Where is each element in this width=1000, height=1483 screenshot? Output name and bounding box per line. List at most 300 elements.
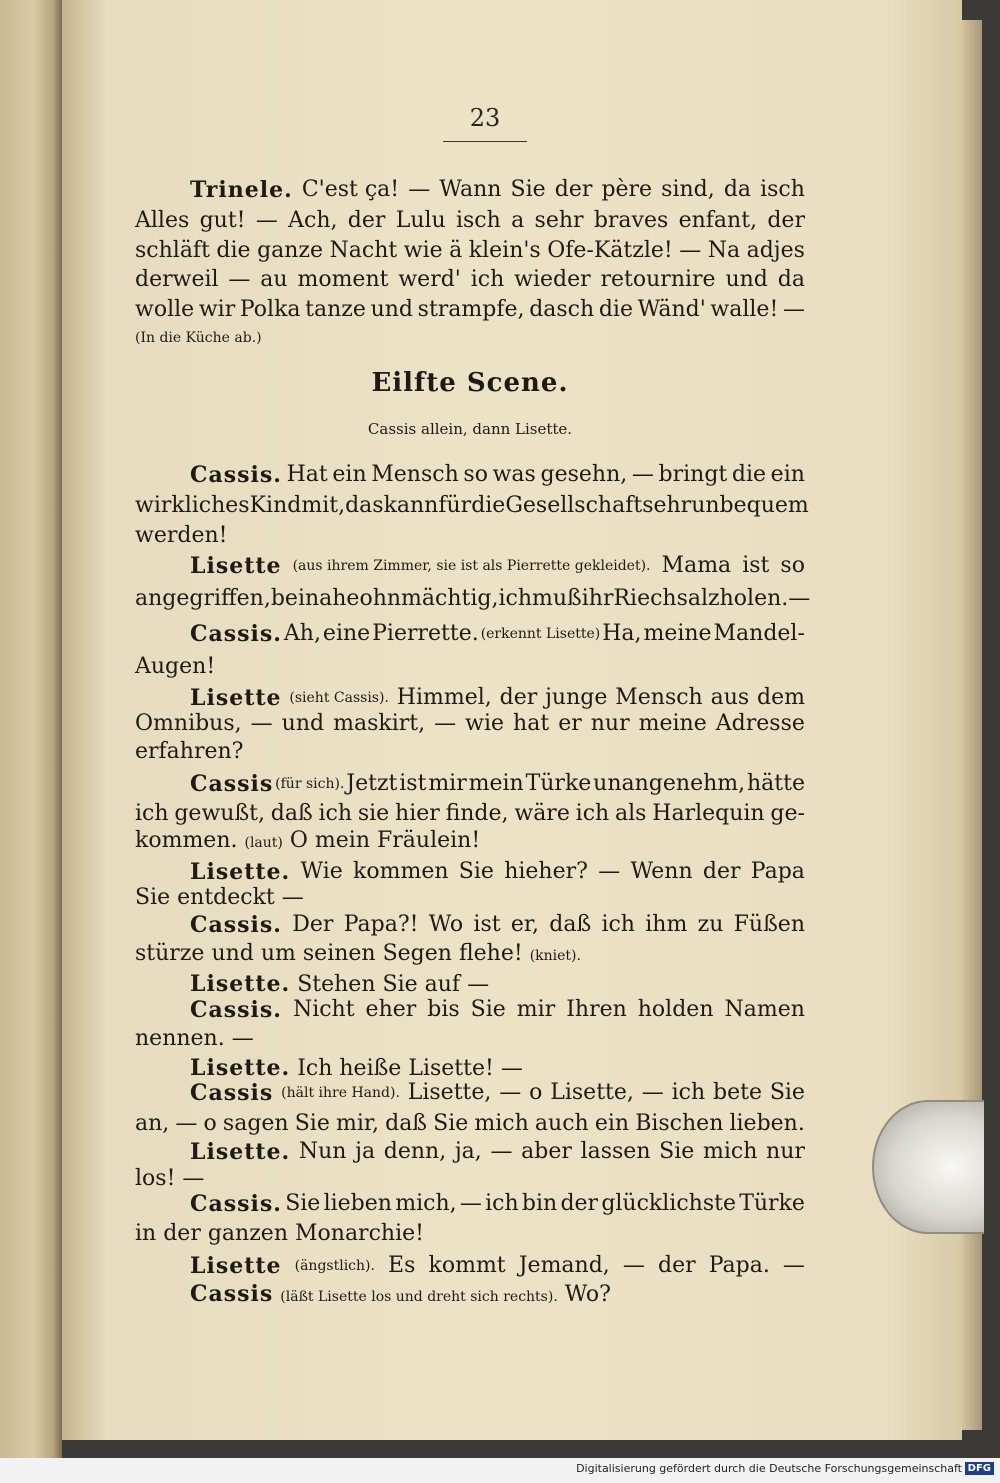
word: sind, xyxy=(661,177,715,202)
word: Türke xyxy=(525,771,592,796)
word: nur xyxy=(590,711,630,736)
speaker-name: Cassis. xyxy=(190,912,282,938)
word: Mama xyxy=(661,553,732,578)
word: dem xyxy=(757,685,805,710)
word: der xyxy=(560,1191,599,1216)
word: unbequem xyxy=(691,493,809,518)
text-line xyxy=(190,970,805,999)
word: retournire xyxy=(600,267,716,292)
text-line xyxy=(135,1025,805,1053)
word: eher xyxy=(365,997,417,1022)
word: strampfe, xyxy=(417,297,525,322)
text-line xyxy=(135,237,805,265)
word: Pierrette. xyxy=(372,621,479,646)
speaker-name: Cassis. xyxy=(190,621,282,647)
word: kommt xyxy=(428,1253,506,1278)
word: Ich xyxy=(297,1056,333,1081)
word: wie xyxy=(465,711,505,736)
word: beinahe xyxy=(270,586,360,611)
word: — xyxy=(408,177,431,202)
word: gut! xyxy=(199,208,246,233)
word: Alles xyxy=(135,208,190,233)
word: — xyxy=(175,1111,198,1136)
word: um xyxy=(260,941,296,966)
speaker-name: Lisette. xyxy=(190,1139,291,1165)
speaker-name: Trinele. xyxy=(190,177,293,203)
word: Jemand, xyxy=(518,1253,610,1278)
word: wieder xyxy=(514,267,591,292)
text-line xyxy=(190,858,805,886)
text-line xyxy=(135,322,805,352)
stage-direction: (ängstlich). xyxy=(294,1258,375,1274)
word: auf xyxy=(424,972,461,997)
text-line xyxy=(135,884,805,912)
text-line xyxy=(190,1280,805,1311)
word: stürze xyxy=(135,941,205,966)
word: ein xyxy=(770,462,805,487)
word: an, xyxy=(135,1111,170,1136)
word: bringt xyxy=(658,462,728,487)
word: klein's xyxy=(468,238,541,263)
text-line xyxy=(190,1252,805,1280)
word: lassen xyxy=(580,1139,651,1164)
word: — xyxy=(622,1253,645,1278)
word: werden! xyxy=(135,523,228,548)
word: ge- xyxy=(770,801,805,826)
word: — xyxy=(467,972,490,997)
word: — xyxy=(182,1166,205,1191)
scene-heading: Eilfte Scene. xyxy=(371,368,569,398)
word: Stehen xyxy=(297,972,376,997)
word: ist xyxy=(742,553,770,578)
word: Papa. xyxy=(708,1253,770,1278)
word: mich xyxy=(702,1139,758,1164)
word: au xyxy=(260,267,288,292)
word: Lisette, xyxy=(407,1080,492,1105)
word: Mensch xyxy=(615,685,703,710)
word: — xyxy=(631,462,654,487)
word: wirkliches xyxy=(135,493,250,518)
word: Türke xyxy=(739,1191,805,1216)
stage-direction: (laut) xyxy=(244,835,283,851)
speaker-name: Lisette. xyxy=(190,1055,291,1081)
word: Wänd' xyxy=(637,297,706,322)
text-line xyxy=(135,1220,805,1248)
word: und xyxy=(725,267,768,292)
stage-direction: (läßt Lisette los und dreht sich rechts). xyxy=(280,1289,558,1305)
word: Der xyxy=(292,912,334,937)
word: Mandel- xyxy=(713,621,805,646)
speaker-name: Cassis. xyxy=(190,1191,282,1217)
word: der xyxy=(499,685,538,710)
word: Sie xyxy=(382,972,418,997)
word: ihm xyxy=(645,912,688,937)
word: — xyxy=(434,711,457,736)
word: mir, xyxy=(335,1111,379,1136)
speaker-name: Cassis xyxy=(190,771,274,797)
word: Augen! xyxy=(135,654,216,679)
word: dasch xyxy=(529,297,595,322)
word: er, xyxy=(510,912,539,937)
word: ich xyxy=(470,267,505,292)
word: Ihren xyxy=(566,997,627,1022)
word: die xyxy=(216,238,251,263)
word: daß xyxy=(385,1111,428,1136)
word: die xyxy=(471,493,506,518)
text-line xyxy=(190,684,805,712)
word: moment xyxy=(297,267,389,292)
previous-page-edge xyxy=(0,0,62,1483)
word: werd' xyxy=(398,267,461,292)
word: Sie xyxy=(135,885,171,910)
word: bis xyxy=(427,997,460,1022)
word: — xyxy=(782,297,805,322)
word: hier xyxy=(395,801,440,826)
word: père xyxy=(601,177,653,202)
word: der xyxy=(554,177,593,202)
word: — xyxy=(231,1026,254,1051)
word: denn, xyxy=(383,1139,447,1164)
text-line xyxy=(135,738,805,766)
word: ohnmächtig, xyxy=(359,586,499,611)
word: zu xyxy=(697,912,724,937)
word: junge xyxy=(545,685,608,710)
word: Sie xyxy=(433,1111,469,1136)
word: mir xyxy=(428,771,467,796)
word: ganze xyxy=(257,238,324,263)
word: das xyxy=(345,493,384,518)
word: Ah, xyxy=(283,621,321,646)
word: ja, xyxy=(454,1139,482,1164)
word: meine xyxy=(643,621,712,646)
word: — xyxy=(679,238,702,263)
word: Wo xyxy=(428,912,464,937)
word: — xyxy=(782,1253,805,1278)
word: ich xyxy=(485,1191,519,1216)
word: nur xyxy=(766,1139,805,1164)
word: Lisette, xyxy=(550,1080,634,1105)
word: bin xyxy=(521,1191,558,1216)
text-line xyxy=(190,996,805,1024)
word: Omnibus, xyxy=(135,711,242,736)
stage-direction: (sieht Cassis). xyxy=(289,690,389,706)
word: — xyxy=(255,208,278,233)
word: Sie xyxy=(470,997,506,1022)
speaker-name: Lisette xyxy=(190,685,282,711)
word: ich xyxy=(498,586,533,611)
word: los! xyxy=(135,1166,176,1191)
word: isch xyxy=(455,208,501,233)
word: er xyxy=(558,711,582,736)
word: Lisette! xyxy=(408,1056,494,1081)
word: — xyxy=(641,1080,664,1105)
word: ich xyxy=(575,801,610,826)
word: ganzen xyxy=(207,1221,288,1246)
text-line xyxy=(190,620,805,648)
word: Segen xyxy=(382,941,452,966)
speaker-name: Cassis. xyxy=(190,997,282,1023)
speaker-name: Lisette. xyxy=(190,971,291,997)
word: Sie xyxy=(458,859,494,884)
word: a xyxy=(511,208,525,233)
word: daß xyxy=(270,801,313,826)
word: und xyxy=(211,941,254,966)
word: finde, xyxy=(445,801,509,826)
word: — xyxy=(228,267,251,292)
word: Himmel, xyxy=(396,685,492,710)
word: Wenn xyxy=(630,859,693,884)
text-line xyxy=(135,296,805,324)
word: — xyxy=(500,1056,523,1081)
word: Fräulein! xyxy=(377,828,481,853)
word: entdeckt xyxy=(177,885,275,910)
text-line xyxy=(190,1138,805,1166)
word: adjes xyxy=(746,238,805,263)
word: holden xyxy=(637,997,714,1022)
word: Sie xyxy=(294,1111,330,1136)
word: C'est ça! xyxy=(301,177,400,202)
word: mich, xyxy=(395,1191,457,1216)
text-line xyxy=(135,710,805,738)
stage-direction: (erkennt Lisette) xyxy=(480,626,601,642)
word: der xyxy=(657,1253,696,1278)
word: unangenehm, xyxy=(593,771,746,796)
word: ä xyxy=(449,238,463,263)
word: und xyxy=(281,711,325,736)
word: wolle xyxy=(135,297,195,322)
word: wie xyxy=(403,238,443,263)
word: gewußt, xyxy=(174,801,265,826)
word: kommen xyxy=(353,859,449,884)
word: Wie xyxy=(300,859,343,884)
word: — xyxy=(598,859,621,884)
word: gesehn, xyxy=(540,462,628,487)
page-number-rule xyxy=(443,141,527,142)
word: flehe! xyxy=(458,941,523,966)
word: Füßen xyxy=(733,912,805,937)
stage-direction: (kniet). xyxy=(529,948,581,964)
word: walle! xyxy=(710,297,779,322)
word: ist xyxy=(399,771,427,796)
word: schläft xyxy=(135,238,210,263)
word: o xyxy=(529,1080,543,1105)
dfg-logo: DFG xyxy=(965,1462,994,1475)
word: ich xyxy=(601,912,635,937)
word: O xyxy=(289,828,308,853)
word: ihr xyxy=(581,586,614,611)
word: Kind xyxy=(249,493,302,518)
text-line xyxy=(190,770,805,798)
word: eine xyxy=(322,621,371,646)
text-line xyxy=(190,1190,805,1218)
stage-direction: (aus ihrem Zimmer, sie ist als Pierrette gekleidet). xyxy=(292,558,651,574)
word: erfahren? xyxy=(135,739,244,764)
word: Nun xyxy=(298,1139,347,1164)
word: Es xyxy=(388,1253,416,1278)
word: lieben. xyxy=(729,1111,805,1136)
word: Ach, xyxy=(288,208,338,233)
speaker-name: Lisette. xyxy=(190,859,291,885)
text-line xyxy=(190,461,805,489)
word: heiße xyxy=(339,1056,402,1081)
word: Monarchie! xyxy=(295,1221,424,1246)
word: der xyxy=(347,208,386,233)
word: Mensch xyxy=(371,462,459,487)
word: holen. xyxy=(719,586,789,611)
word: Wann xyxy=(439,177,502,202)
text-line xyxy=(135,653,805,681)
word: Namen xyxy=(724,997,805,1022)
word: Sie xyxy=(510,177,546,202)
word: meine xyxy=(638,711,707,736)
word: isch xyxy=(760,177,805,202)
word: Jetzt xyxy=(346,771,398,796)
word: Na xyxy=(707,238,741,263)
word: auch xyxy=(534,1111,589,1136)
text-line xyxy=(190,176,805,204)
word: seinen xyxy=(302,941,376,966)
speaker-name: Lisette xyxy=(190,1253,282,1279)
word: muß xyxy=(532,586,582,611)
word: mein xyxy=(314,828,371,853)
word: maskirt, xyxy=(333,711,426,736)
word: kann xyxy=(383,493,439,518)
stage-direction: (In die Küche ab.) xyxy=(135,330,262,346)
word: hätte xyxy=(746,771,805,796)
word: Ofe-Kätzle! xyxy=(547,238,673,263)
speaker-name: Cassis xyxy=(190,1080,274,1106)
word: ein xyxy=(594,1111,630,1136)
word: tanze xyxy=(305,297,366,322)
stage-direction: (für sich). xyxy=(275,776,345,792)
text-line xyxy=(190,1079,805,1107)
word: — xyxy=(250,711,273,736)
word: was xyxy=(492,462,536,487)
text-line xyxy=(190,911,805,939)
word: daß xyxy=(549,912,592,937)
text-line xyxy=(135,207,805,235)
text-line xyxy=(135,492,809,520)
word: die xyxy=(598,297,633,322)
word: — xyxy=(788,586,811,611)
word: Sie xyxy=(285,1191,321,1216)
word: ist xyxy=(473,912,501,937)
stage-direction: (hält ihre Hand). xyxy=(281,1085,400,1101)
word: nennen. xyxy=(135,1026,225,1051)
word: da xyxy=(723,177,752,202)
word: Sie xyxy=(659,1139,695,1164)
word: hieher? xyxy=(504,859,588,884)
page-number: 23 xyxy=(469,104,501,132)
word: Hat xyxy=(286,462,328,487)
word: angegriffen, xyxy=(135,586,271,611)
magnifier-icon[interactable] xyxy=(872,1100,984,1234)
text-line xyxy=(135,1110,805,1138)
word: Polka xyxy=(239,297,301,322)
word: Papa xyxy=(750,859,805,884)
text-line xyxy=(135,266,805,294)
word: kommen. xyxy=(135,828,238,853)
word: o xyxy=(203,1111,217,1136)
text-line xyxy=(135,1165,805,1193)
text-line xyxy=(190,552,805,580)
text-line xyxy=(135,585,811,613)
word: Ha, xyxy=(602,621,642,646)
word: aus xyxy=(710,685,750,710)
word: Nicht xyxy=(292,997,355,1022)
word: sagen xyxy=(222,1111,289,1136)
scene-subheading: Cassis allein, dann Lisette. xyxy=(367,420,573,438)
word: Riechsalz xyxy=(613,586,720,611)
footer-credit: Digitalisierung gefördert durch die Deutsche Forschungsgemeinschaft xyxy=(576,1462,962,1475)
speaker-name: Cassis xyxy=(190,1281,274,1307)
word: — xyxy=(281,885,304,910)
word: die xyxy=(731,462,767,487)
word: Sie xyxy=(769,1080,805,1105)
word: — xyxy=(459,1191,482,1216)
word: — xyxy=(499,1080,522,1105)
word: Adresse xyxy=(715,711,805,736)
word: Gesellschaft xyxy=(505,493,643,518)
word: Wo? xyxy=(564,1282,611,1307)
word: ich xyxy=(135,801,169,826)
word: als xyxy=(615,801,647,826)
word: ein xyxy=(332,462,367,487)
word: für xyxy=(438,493,472,518)
speaker-name: Cassis. xyxy=(190,462,282,488)
word: in xyxy=(135,1221,157,1246)
word: mit, xyxy=(301,493,346,518)
word: bete xyxy=(713,1080,762,1105)
word: — xyxy=(490,1139,513,1164)
word: so xyxy=(780,553,805,578)
word: aber xyxy=(521,1139,572,1164)
word: derweil xyxy=(135,267,219,292)
word: enfant, xyxy=(678,208,758,233)
text-line xyxy=(135,940,805,970)
word: der xyxy=(767,208,805,233)
word: hat xyxy=(513,711,550,736)
word: lieben xyxy=(323,1191,392,1216)
word: mein xyxy=(468,771,524,796)
word: und xyxy=(370,297,413,322)
word: Bischen xyxy=(635,1111,724,1136)
text-line xyxy=(135,827,805,857)
text-line xyxy=(135,800,805,828)
word: glücklichste xyxy=(601,1191,736,1216)
word: braves xyxy=(593,208,669,233)
word: Nacht xyxy=(329,238,398,263)
word: wir xyxy=(198,297,236,322)
word: sehr xyxy=(534,208,584,233)
word: Harlequin xyxy=(652,801,765,826)
word: mir xyxy=(516,997,556,1022)
word: sehr xyxy=(642,493,692,518)
word: Lulu xyxy=(395,208,446,233)
word: der xyxy=(163,1221,201,1246)
word: ja xyxy=(355,1139,376,1164)
word: mich xyxy=(474,1111,529,1136)
word: Papa?! xyxy=(343,912,419,937)
word: ich xyxy=(318,801,353,826)
text-line xyxy=(135,522,805,550)
word: da xyxy=(777,267,805,292)
word: wäre xyxy=(514,801,570,826)
word: sie xyxy=(357,801,390,826)
speaker-name: Lisette xyxy=(190,553,282,579)
word: der xyxy=(702,859,741,884)
word: ich xyxy=(671,1080,706,1105)
